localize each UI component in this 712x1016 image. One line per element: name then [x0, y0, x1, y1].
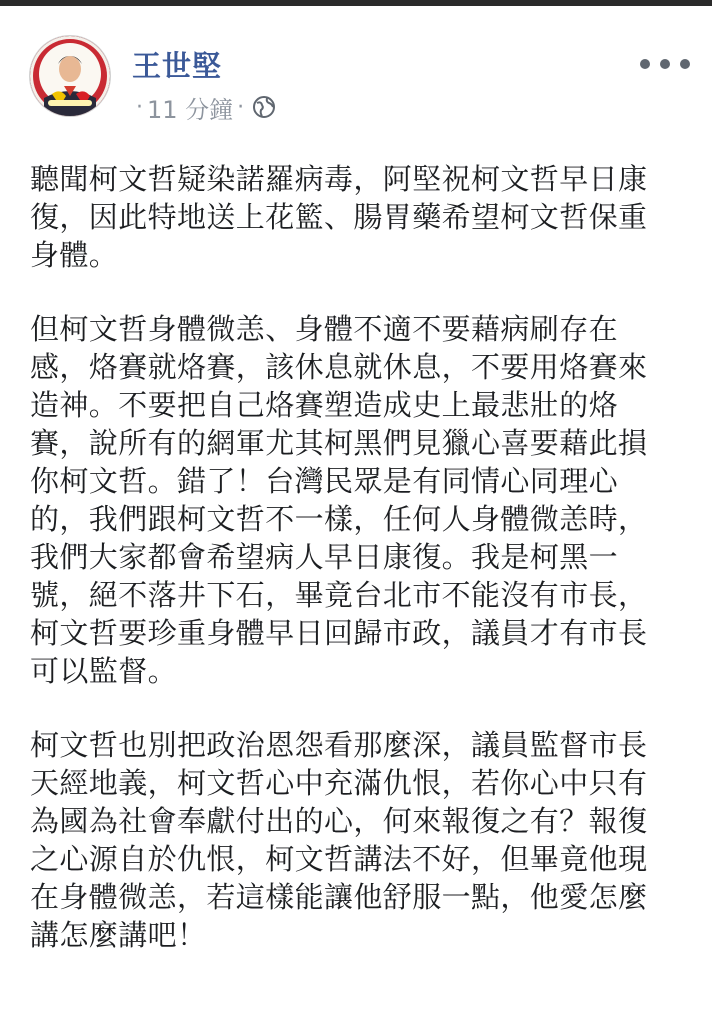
more-dot	[680, 59, 690, 69]
post-paragraph: 柯文哲也別把政治恩怨看那麼深，議員監督市長 天經地義，柯文哲心中充滿仇恨，若你心中只有 為國為社會奉獻付出的心，何來報復之有？報復 之心源自於仇恨，柯文哲講法不好，但畢竟他現 在身體微恙，若這樣能讓他舒服一點，他愛怎麼 講怎麼講吧！	[30, 728, 648, 952]
author-name[interactable]: 王世堅	[132, 49, 223, 83]
post-body	[30, 160, 686, 990]
more-options-icon[interactable]	[640, 52, 690, 76]
post-paragraph: 但柯文哲身體微恙、身體不適不要藉病刷存在 感，烙賽就烙賽，該休息就休息，不要用烙賽來 造神。不要把自己烙賽塑造成史上最悲壯的烙 賽，說所有的網軍尤其柯黑們見獵心喜要藉此損 你柯文哲。錯了！台灣民眾是有同情心同理心 的，我們跟柯文哲不一樣，任何人身體微恙時， 我們大家都會希望病人早日康復。我是柯黑一 號，絕不落井下石，畢竟台北市不能沒有市長， 柯文哲要珍重身體早日回歸市政，議員才有市長 可以監督。	[30, 312, 648, 688]
post-paragraph: 聽聞柯文哲疑染諾羅病毒，阿堅祝柯文哲早日康 復，因此特地送上花籃、腸胃藥希望柯文哲保重 身體。	[30, 162, 648, 272]
avatar-portrait-icon	[30, 36, 110, 116]
meta-separator: ·	[136, 94, 143, 120]
post-header	[0, 6, 712, 130]
avatar[interactable]	[30, 36, 110, 116]
globe-icon[interactable]	[252, 95, 276, 119]
post-timestamp[interactable]: 11 分鐘	[147, 95, 234, 124]
meta-separator: ·	[237, 94, 245, 120]
post-meta	[132, 92, 276, 122]
more-dot	[640, 59, 650, 69]
more-dot	[660, 59, 670, 69]
